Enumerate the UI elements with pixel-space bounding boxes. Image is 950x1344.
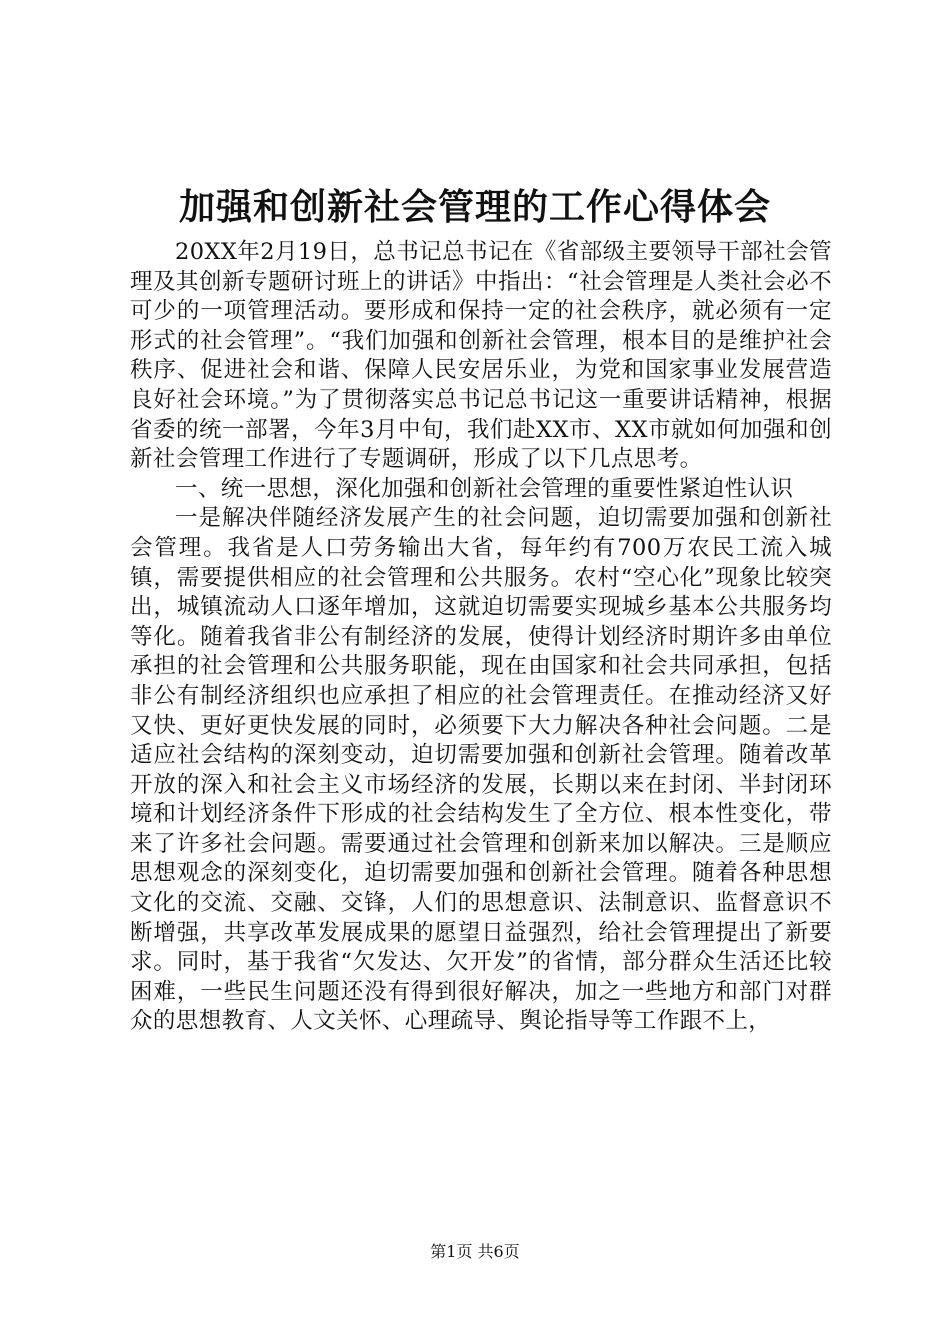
document-title: 加强和创新社会管理的工作心得体会 — [178, 186, 771, 228]
paragraph-intro: 20XX年2月19日，总书记总书记在《省部级主要领导干部社会管理及其创新专题研讨班上的讲话》中指出：“社会管理是人类社会必不可少的一项管理活动。要形成和保持一定的社会秩序，就必须有一定形式的社会管理”。“我们加强和创新社会管理，根本目的是维护社会秩序、促进社会和谐、保障人民安居乐业，为党和国家事业发展营造良好社会环境。”为了贯彻落实总书记总书记这一重要讲话精神，根据省委的统一部署，今年3月中旬，我们赴XX市、XX市就如何加强和创新社会管理工作进行了专题调研，形成了以下几点思考。 — [130, 239, 832, 473]
paragraph-analysis: 一是解决伴随经济发展产生的社会问题，迫切需要加强和创新社会管理。我省是人口劳务输出大省，每年约有700万农民工流入城镇，需要提供相应的社会管理和公共服务。农村“空心化”现象比较突出，城镇流动人口逐年增加，这就迫切需要实现城乡基本公共服务均等化。随着我省非公有制经济的发展，使得计划经济时期许多由单位承担的社会管理和公共服务职能，现在由国家和社会共同承担，包括非公有制经济组织也应承担了相应的社会管理责任。在推动经济又好又快、更好更快发展的同时，必须要下大力解决各种社会问题。二是适应社会结构的深刻变动，迫切需要加强和创新社会管理。随着改革开放的深入和社会主义市场经济的发展，长期以来在封闭、半封闭环境和计划经济条件下形成的社会结构发生了全方位、根本性变化，带来了许多社会问题。需要通过社会管理和创新来加以解决。三是顺应思想观念的深刻变化，迫切需要加强和创新社会管理。随着各种思想文化的交流、交融、交锋，人们的思想意识、法制意识、监督意识不断增强，共享改革发展成果的愿望日益强烈，给社会管理提出了新要求。同时，基于我省“欠发达、欠开发”的省情，部分群众生活还比较困难，一些民生问题还没有得到很好解决，加之一些地方和部门对群众的思想教育、人文关怀、心理疏导、舆论指导等工作跟不上， — [130, 505, 832, 1035]
document-body — [130, 238, 832, 1037]
page-number-footer: 第1页 共6页 — [430, 1242, 520, 1261]
paragraph-section-heading: 一、统一思想，深化加强和创新社会管理的重要性紧迫性认识 — [175, 475, 794, 502]
